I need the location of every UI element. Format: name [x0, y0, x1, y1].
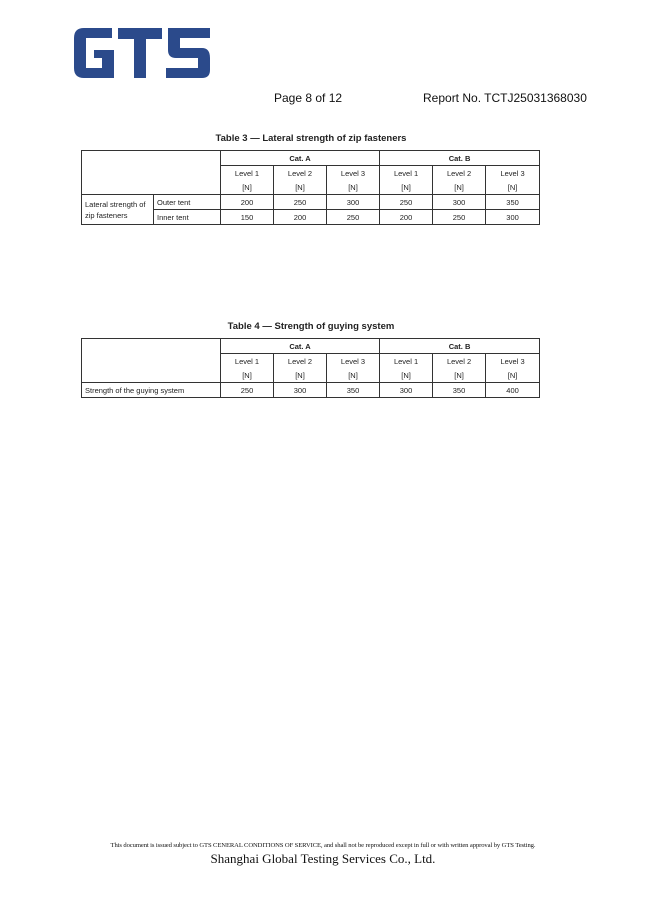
- table4-cell: 300: [274, 383, 327, 398]
- page-header: [0, 91, 646, 107]
- table3-cat-b: Cat. B: [380, 151, 540, 166]
- report-number: Report No. TCTJ25031368030: [423, 91, 587, 105]
- table3-level: Level 2: [274, 166, 327, 181]
- page-number: Page 8 of 12: [274, 91, 343, 105]
- table4-level: Level 3: [327, 354, 380, 369]
- table3-cell: 250: [274, 195, 327, 210]
- table3: [81, 150, 540, 225]
- table3-unit: [N]: [486, 180, 540, 195]
- table4-level: Level 3: [486, 354, 540, 369]
- table4-cell: 350: [433, 383, 486, 398]
- table3-level: Level 3: [486, 166, 540, 181]
- table-row: [82, 195, 540, 210]
- table3-cell: 250: [433, 210, 486, 225]
- table4-unit: [N]: [327, 368, 380, 383]
- table3-corner: [82, 151, 221, 195]
- table4-cell: 250: [221, 383, 274, 398]
- table3-row-label: Outer tent: [154, 195, 221, 210]
- table3-level: Level 1: [380, 166, 433, 181]
- table3-cat-row: [82, 151, 540, 166]
- table3-title: Table 3 — Lateral strength of zip fasteners: [215, 133, 407, 144]
- table3-unit: [N]: [433, 180, 486, 195]
- table4-cat-row: [82, 339, 540, 354]
- logo-letter-g: [74, 28, 114, 78]
- table3-cell: 200: [221, 195, 274, 210]
- table4-level: Level 1: [380, 354, 433, 369]
- table3-cell: 250: [327, 210, 380, 225]
- table4-level: Level 1: [221, 354, 274, 369]
- table3-row-group: Lateral strength of zip fasteners: [82, 195, 154, 225]
- footer-company: Shanghai Global Testing Services Co., Ltd.: [210, 851, 436, 866]
- table4-row-label: Strength of the guying system: [82, 383, 221, 398]
- table-row: [82, 383, 540, 398]
- table3-cell: 350: [486, 195, 540, 210]
- table3-cell: 300: [433, 195, 486, 210]
- footer-disclaimer: This document is issued subject to GTS CENERAL CONDITIONS OF SERVICE, and shall not be reproduced except in full or with written approval by GTS Testing.: [110, 842, 536, 849]
- table3-row-label: Inner tent: [154, 210, 221, 225]
- table4-unit: [N]: [486, 368, 540, 383]
- table3-level: Level 1: [221, 166, 274, 181]
- table4-cell: 400: [486, 383, 540, 398]
- table4: [81, 338, 540, 398]
- table4-cell: 350: [327, 383, 380, 398]
- table3-cell: 300: [327, 195, 380, 210]
- table4-unit: [N]: [274, 368, 327, 383]
- table4-level: Level 2: [274, 354, 327, 369]
- logo-letter-t: [118, 28, 162, 78]
- table3-level: Level 3: [327, 166, 380, 181]
- table3-cell: 200: [380, 210, 433, 225]
- table3-cell: 250: [380, 195, 433, 210]
- table4-level: Level 2: [433, 354, 486, 369]
- table4-unit: [N]: [221, 368, 274, 383]
- table4-title: Table 4 — Strength of guying system: [227, 321, 395, 332]
- table4-corner: [82, 339, 221, 383]
- table4-unit: [N]: [380, 368, 433, 383]
- table3-cell: 300: [486, 210, 540, 225]
- logo-letter-s: [166, 28, 210, 78]
- table4-cat-a: Cat. A: [221, 339, 380, 354]
- table4-unit: [N]: [433, 368, 486, 383]
- table3-cat-a: Cat. A: [221, 151, 380, 166]
- table4-cell: 300: [380, 383, 433, 398]
- table4-cat-b: Cat. B: [380, 339, 540, 354]
- table3-unit: [N]: [221, 180, 274, 195]
- gts-logo: [70, 26, 212, 80]
- table3-cell: 150: [221, 210, 274, 225]
- table3-unit: [N]: [380, 180, 433, 195]
- table3-level: Level 2: [433, 166, 486, 181]
- table3-unit: [N]: [274, 180, 327, 195]
- table3-unit: [N]: [327, 180, 380, 195]
- table3-cell: 200: [274, 210, 327, 225]
